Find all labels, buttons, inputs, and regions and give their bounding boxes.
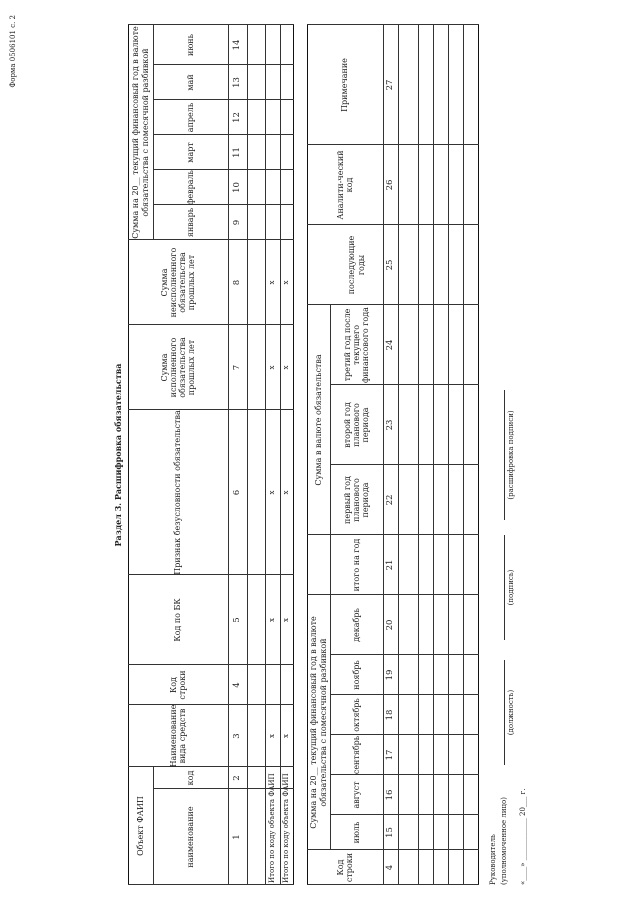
column-number: 6 [231,489,242,496]
column-number: 20 [384,619,395,631]
column-number: 25 [384,259,395,271]
year-sum-header: Сумма на 20__ текущий финансовый год в валюте обязательства с помесячной разбивкой [309,616,328,829]
bk-code-header: Код по БК [173,598,183,642]
month-header: август [351,781,361,809]
column-number: 26 [384,179,395,191]
column-number: 23 [384,419,395,431]
x-mark: x [282,280,291,285]
object-faip-header: Объект ФАИП [135,796,145,856]
currency-sum-header: Сумма в валюте обязательства [313,354,323,486]
column-number: 4 [384,864,395,871]
date-line[interactable]: «____» ____________ 20___ г. [518,788,527,885]
unfulfilled-sum-header: Сумма неисполненного обязательства прошлых лет [159,247,197,318]
month-header: сентябрь [351,735,361,775]
code-header: код [185,770,195,786]
note-header: Примечание [340,58,350,112]
column-number: 22 [384,494,395,506]
month-header: март [185,142,195,163]
unconditional-header: Признак безусловности обязательства [173,410,183,575]
name-header: наименование [185,806,195,868]
column-number: 3 [231,733,242,739]
plan-year-3-header: третий год после текущего финансового года [342,307,371,383]
column-number: 4 [231,682,242,688]
signature-line[interactable] [504,535,505,640]
column-number: 2 [231,775,242,781]
column-number: 11 [231,147,242,158]
column-number: 17 [384,749,395,761]
plan-year-2-header: второй год планового периода [342,402,371,448]
year-sum-header: Сумма на 20__ текущий финансовый год в валюте обязательства с помесячной разбивкой [131,26,150,239]
month-header: октябрь [351,698,361,732]
column-number: 9 [231,219,242,226]
signature-caption: (подпись) [506,569,515,606]
column-number: 13 [231,77,242,88]
month-header: февраль [185,170,195,205]
fund-type-header: Наименование вида средств [168,705,187,767]
x-mark: x [282,734,291,738]
position-caption: (должность) [506,689,515,736]
column-number: 21 [384,559,395,571]
x-mark: x [282,490,291,495]
total-by-object-label: Итого по коду объекта ФАИП [268,773,277,883]
analytic-code-header: Аналити-ческий код [335,150,354,220]
column-number: 18 [384,709,395,721]
column-number: 14 [231,39,242,51]
x-mark: x [268,365,277,370]
row-code-header: Код строки [335,852,354,883]
next-years-header: последующие годы [347,235,366,295]
month-header: ноябрь [351,660,361,690]
decoding-line[interactable] [504,390,505,520]
head-label: Руководитель [488,834,497,885]
column-number: 10 [231,182,242,193]
column-number: 15 [384,827,395,838]
x-mark: x [268,618,277,622]
month-header: январь [185,207,195,238]
month-header: июнь [185,34,195,56]
total-year-header: итого на год [351,538,361,592]
column-number: 12 [231,112,242,123]
column-number: 16 [384,789,395,801]
plan-year-1-header: первый год планового периода [342,476,371,524]
column-number: 19 [384,669,395,681]
head-label-authorized: (уполномоченное лицо) [499,797,508,885]
x-mark: x [282,618,291,622]
x-mark: x [268,734,277,738]
column-number: 27 [384,79,395,91]
column-number: 24 [384,339,395,351]
section-title: Раздел 3. Расшифровка обязательства [113,363,124,547]
column-number: 8 [231,279,242,286]
x-mark: x [268,490,277,495]
x-mark: x [282,365,291,370]
column-number: 5 [231,617,242,623]
total-row-label: Итого по коду объекта ФАИП [282,773,291,883]
column-number: 7 [231,364,242,371]
decoding-caption: (расшифровка подписи) [506,410,515,500]
month-header: июль [351,821,361,844]
fulfilled-sum-header: Сумма исполненного обязательства прошлых лет [159,337,197,398]
x-mark: x [268,280,277,285]
month-header: декабрь [351,608,361,642]
form-reference: Форма 0506101 с. 2 [8,15,17,88]
column-number: 1 [231,834,242,840]
month-header: апрель [185,102,195,133]
position-line[interactable] [504,660,505,765]
month-header: май [185,74,195,91]
row-code-header: Код строки [168,670,187,700]
